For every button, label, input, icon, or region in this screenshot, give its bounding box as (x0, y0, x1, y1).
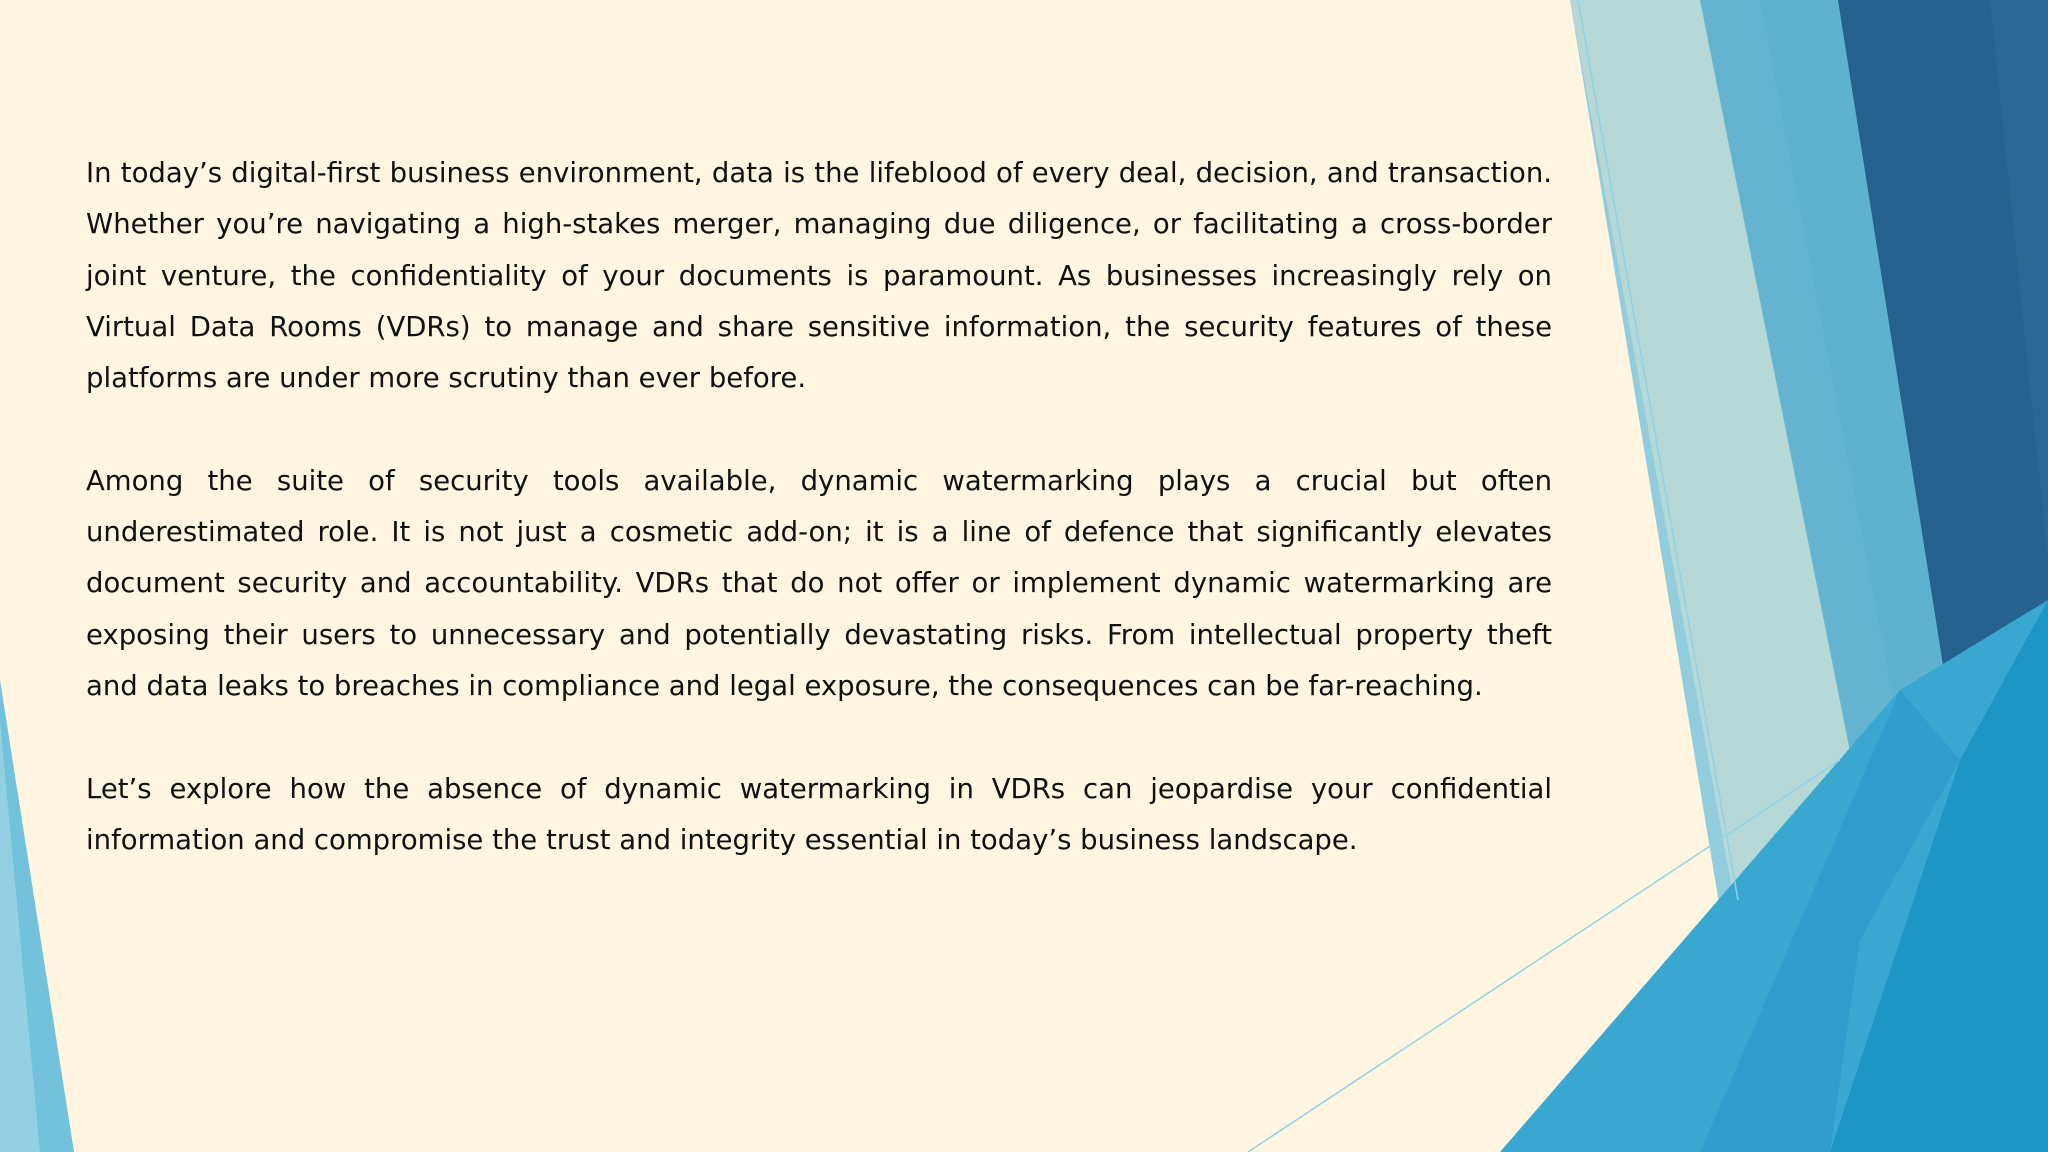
document-body (86, 148, 1552, 917)
paragraph-explore: Let’s explore how the absence of dynamic watermarking in VDRs can jeopardise your confidential information and compromise the trust and integrity essential in today’s business landscape. (86, 772, 1552, 856)
paragraph-intro: In today’s digital-first business environment, data is the lifeblood of every deal, decision, and transaction. Whether you’re navigating a high-stakes merger, managing due diligence, or facilitating a cross-border joint venture, the confidentiality of your documents is paramount. As businesses increasingly rely on Virtual Data Rooms (VDRs) to manage and share sensitive information, the security features of these platforms are under more scrutiny than ever before. (86, 157, 1552, 395)
paragraph-watermarking: Among the suite of security tools available, dynamic watermarking plays a crucial but often underestimated role. It is not just a cosmetic add-on; it is a line of defence that significantly elevates document security and accountability. VDRs that do not offer or implement dynamic watermarking are exposing their users to unnecessary and potentially devastating risks. From intellectual property theft and data leaks to breaches in compliance and legal exposure, the consequences can be far-reaching. (86, 464, 1552, 702)
